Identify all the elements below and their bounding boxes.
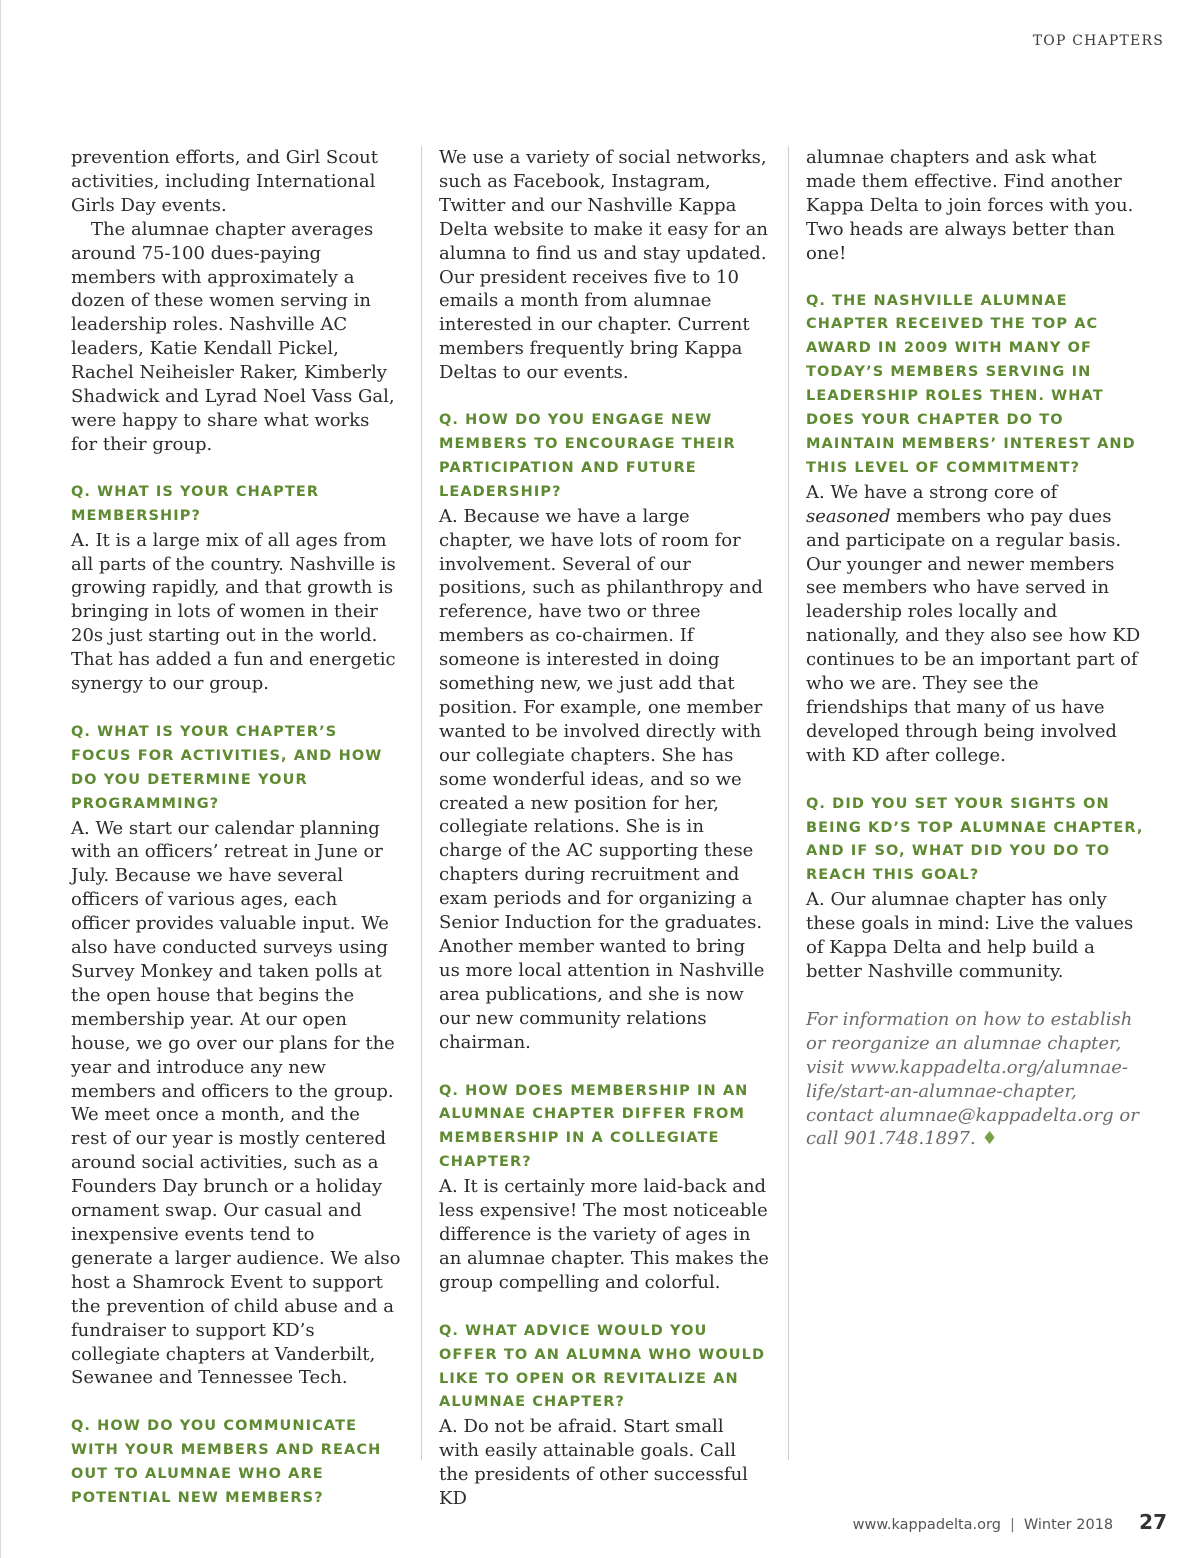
info-text: For information on how to establish or reorganize an alumnae chapter, visit www.kappadelta.org/alumnae-life/start-an-alumnae-chapter, contact alumnae@kappadelta.org or call 901.748.1897. — [806, 1008, 1139, 1150]
question-heading: Q. HOW DOES MEMBERSHIP IN AN ALUMNAE CHAPTER DIFFER FROM MEMBERSHIP IN A COLLEGIATE CHAPTER? — [439, 1082, 749, 1171]
diamond-icon: ♦ — [981, 1128, 998, 1150]
answer-paragraph: A. It is a large mix of all ages from all parts of the country. Nashville is growing rapidly, and that growth is bringing in lots of women in their 20s just starting out in the world. That has added a fun and energetic synergy to our group. — [71, 529, 396, 695]
question-heading: Q. THE NASHVILLE ALUMNAE CHAPTER RECEIVED THE TOP AC AWARD IN 2009 WITH MANY OF TODAY’S MEMBERS SERVING IN LEADERSHIP ROLES THEN. WHAT DOES YOUR CHAPTER DO TO MAINTAIN MEMBERS’ INTEREST AND THIS LEVEL OF COMMITMENT? — [806, 292, 1136, 476]
column-2 — [439, 146, 769, 1511]
answer-paragraph: A. Because we have a large chapter, we have lots of room for involvement. Several of our positions, such as philanthropy and reference, have two or three members as co-chairmen. If someone is interested in doing something new, we just add that position. For example, one member wanted to be involved directly with our collegiate chapters. She has some wonderful ideas, and so we created a new position for her, collegiate relations. She is in charge of the AC supporting these chapters during recruitment and exam periods and for organizing a Senior Induction for the graduates. Another member wanted to bring us more local attention in Nashville area publications, and she is now our new community relations chairman. — [439, 505, 765, 1053]
footer-website: www.kappadelta.org — [852, 1517, 1001, 1533]
answer-paragraph: A. We start our calendar planning with an officers’ retreat in June or July. Because we have several officers of various ages, each officer provides valuable input. We also have conducted surveys using Survey Monkey and taken polls at the open house that begins the membership year. At our open house, we go over our plans for the year and introduce any new members and officers to the group. We meet once a month, and the rest of our year is mostly centered around social activities, such as a Founders Day brunch or a holiday ornament swap. Our casual and inexpensive events tend to generate a larger audience. We also host a Shamrock Event to support the prevention of child abuse and a fundraiser to support KD’s collegiate chapters at Vanderbilt, Sewanee and Tennessee Tech. — [71, 817, 401, 1389]
body-paragraph: prevention efforts, and Girl Scout activities, including International Girls Day events. — [71, 147, 378, 216]
question-heading: Q. WHAT IS YOUR CHAPTER’S FOCUS FOR ACTIVITIES, AND HOW DO YOU DETERMINE YOUR PROGRAMMING? — [71, 723, 383, 812]
column-divider — [788, 146, 789, 1460]
info-note — [806, 1008, 1146, 1151]
answer-text: members who pay dues and participate on a regular basis. Our younger and newer members see members who have served in leadership roles locally and nationally, and they also see how KD continues to be an important part of who we are. They see the friendships that many of us have developed through being involved with KD after college. — [806, 505, 1141, 766]
question-heading: Q. HOW DO YOU ENGAGE NEW MEMBERS TO ENCOURAGE THEIR PARTICIPATION AND FUTURE LEADERSHIP? — [439, 412, 736, 500]
answer-paragraph: A. Do not be afraid. Start small with easily attainable goals. Call the presidents of other successful KD — [439, 1416, 748, 1510]
answer-paragraph: A. It is certainly more laid-back and less expensive! The most noticeable difference is the variety of ages in an alumnae chapter. This makes the group compelling and colorful. — [439, 1176, 769, 1293]
question-heading: Q. WHAT ADVICE WOULD YOU OFFER TO AN ALUMNA WHO WOULD LIKE TO OPEN OR REVITALIZE AN ALUMNAE CHAPTER? — [439, 1322, 766, 1411]
page-edge — [0, 0, 1, 1558]
page-number: 27 — [1139, 1510, 1167, 1534]
page-footer — [853, 1510, 1167, 1534]
column-3 — [806, 146, 1146, 1151]
column-divider — [421, 146, 422, 1460]
body-paragraph: The alumnae chapter averages around 75-100 dues-paying members with approximately a dozen of these women serving in leadership roles. Nashville AC leaders, Katie Kendall Pickel, Rachel Neiheisler Raker, Kimberly Shadwick and Lyrad Noel Vass Gal, were happy to share what works for their group. — [71, 218, 395, 455]
answer-paragraph — [806, 481, 1146, 768]
footer-separator: | — [1009, 1517, 1015, 1533]
answer-paragraph: We use a variety of social networks, such as Facebook, Instagram, Twitter and our Nashville Kappa Delta website to make it easy for an alumna to find us and stay updated. Our president receives five to 10 emails a month from alumnae interested in our chapter. Current members frequently bring Kappa Deltas to our events. — [439, 147, 768, 384]
emphasis-text: seasoned — [806, 505, 891, 527]
answer-paragraph: A. Our alumnae chapter has only these goals in mind: Live the values of Kappa Delta and help build a better Nashville community. — [806, 889, 1134, 982]
question-heading: Q. DID YOU SET YOUR SIGHTS ON BEING KD’S TOP ALUMNAE CHAPTER, AND IF SO, WHAT DID YOU DO TO REACH THIS GOAL? — [806, 795, 1144, 884]
section-label: TOP CHAPTERS — [1032, 33, 1164, 49]
question-heading: Q. WHAT IS YOUR CHAPTER MEMBERSHIP? — [71, 483, 320, 524]
column-1 — [71, 146, 401, 1511]
answer-paragraph: alumnae chapters and ask what made them effective. Find another Kappa Delta to join forces with you. Two heads are always better than one! — [806, 147, 1134, 264]
question-heading: Q. HOW DO YOU COMMUNICATE WITH YOUR MEMBERS AND REACH OUT TO ALUMNAE WHO ARE POTENTIAL NEW MEMBERS? — [71, 1418, 382, 1507]
answer-text: A. We have a strong core of — [806, 481, 1058, 503]
footer-issue: Winter 2018 — [1023, 1517, 1114, 1533]
